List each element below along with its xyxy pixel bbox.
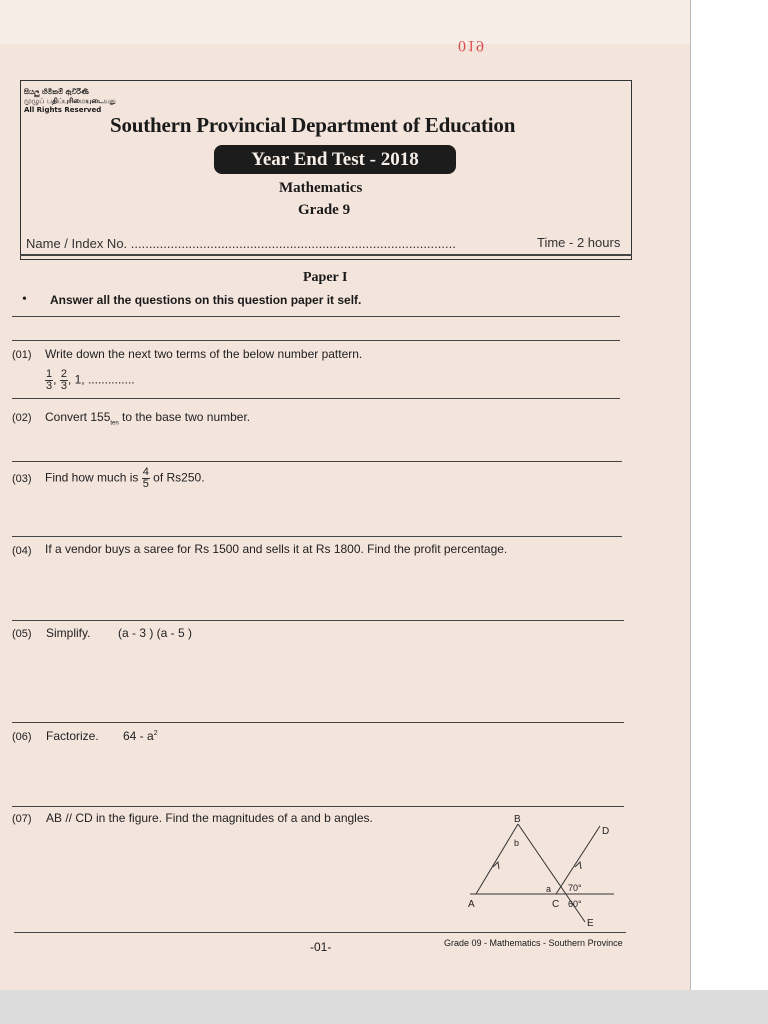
question-number: (02) xyxy=(12,412,32,424)
rights-notice xyxy=(24,88,116,115)
scan-right-margin xyxy=(690,0,768,1024)
geometry-figure xyxy=(468,812,628,936)
instruction-text: Answer all the questions on this question paper it self. xyxy=(50,293,362,307)
question-text: Find how much is $\frac{4}{5}$ of Rs250. xyxy=(45,466,205,490)
scan-bottom-margin xyxy=(0,990,768,1024)
question-number: (05) xyxy=(12,628,32,640)
question-text: AB // CD in the figure. Find the magnitudes of a and b angles. xyxy=(46,811,373,825)
header-divider xyxy=(20,254,632,256)
bullet-point: • xyxy=(22,292,27,307)
question-number: (04) xyxy=(12,545,32,557)
question-number: (06) xyxy=(12,731,32,743)
question-text: Simplify. xyxy=(46,626,91,640)
test-name-badge: Year End Test - 2018 xyxy=(214,145,456,174)
rule-line xyxy=(12,806,624,807)
question-text: Write down the next two terms of the below number pattern. xyxy=(45,347,363,361)
question-text: If a vendor buys a saree for Rs 1500 and sells it at Rs 1800. Find the profit percentage. xyxy=(45,542,508,556)
rule-line xyxy=(12,722,624,723)
rights-line-english: All Rights Reserved xyxy=(24,106,102,114)
line-ab xyxy=(476,824,518,894)
subject-title: Mathematics xyxy=(279,180,363,196)
angle-b-label: b xyxy=(514,838,520,848)
expression: $64 - a^2$ xyxy=(123,729,158,743)
parallel-arrow xyxy=(493,862,499,869)
fraction: $\frac{4}{5}$ xyxy=(142,466,149,490)
paper-title: Paper I xyxy=(303,270,348,285)
rights-line-tamil: முழுப் பதிப்புரிமையுடையது xyxy=(24,97,116,105)
rule-line xyxy=(12,340,620,341)
grade-title: Grade 9 xyxy=(298,202,351,218)
page-number: -01- xyxy=(310,940,332,954)
angle-a-label: a xyxy=(546,884,552,894)
fraction: $\frac{1}{3}$ xyxy=(46,368,53,392)
department-title: Southern Provincial Department of Education xyxy=(110,113,516,137)
question-text: Convert $155_{ten}$ to the base two number. xyxy=(45,410,251,427)
label-b-point: B xyxy=(514,814,521,825)
page-marker: 019 xyxy=(458,37,485,54)
label-a-point: A xyxy=(468,899,475,910)
question-text: Factorize. xyxy=(46,729,99,743)
angle-70-label: 70° xyxy=(568,883,582,893)
name-index-field[interactable]: Name / Index No. .......................................................................................... xyxy=(26,236,456,251)
rule-line xyxy=(12,398,620,399)
rule-line xyxy=(12,316,620,317)
rule-line xyxy=(12,536,622,537)
angle-60-label: 60° xyxy=(568,899,582,909)
label-e-point: E xyxy=(587,918,594,929)
question-number: (07) xyxy=(12,813,32,825)
number-pattern: $\frac{1}{3}$ , $\frac{2}{3}$ , 1, .............. xyxy=(46,368,135,392)
fraction: $\frac{2}{3}$ xyxy=(60,368,67,392)
rule-line xyxy=(12,620,624,621)
time-allowed: Time - 2 hours xyxy=(537,235,621,250)
expression: (a - 3 ) (a - 5 ) xyxy=(118,626,193,640)
rights-line-sinhala: සියලු හිමිකම් ඇවිරිණි xyxy=(24,88,89,96)
footer-caption: Grade 09 - Mathematics - Southern Province xyxy=(444,938,623,948)
question-number: (03) xyxy=(12,473,32,485)
scan-top-margin xyxy=(0,0,690,44)
question-number: (01) xyxy=(12,349,32,361)
label-d-point: D xyxy=(602,826,610,837)
rule-line xyxy=(12,461,622,462)
label-c-point: C xyxy=(552,899,560,910)
